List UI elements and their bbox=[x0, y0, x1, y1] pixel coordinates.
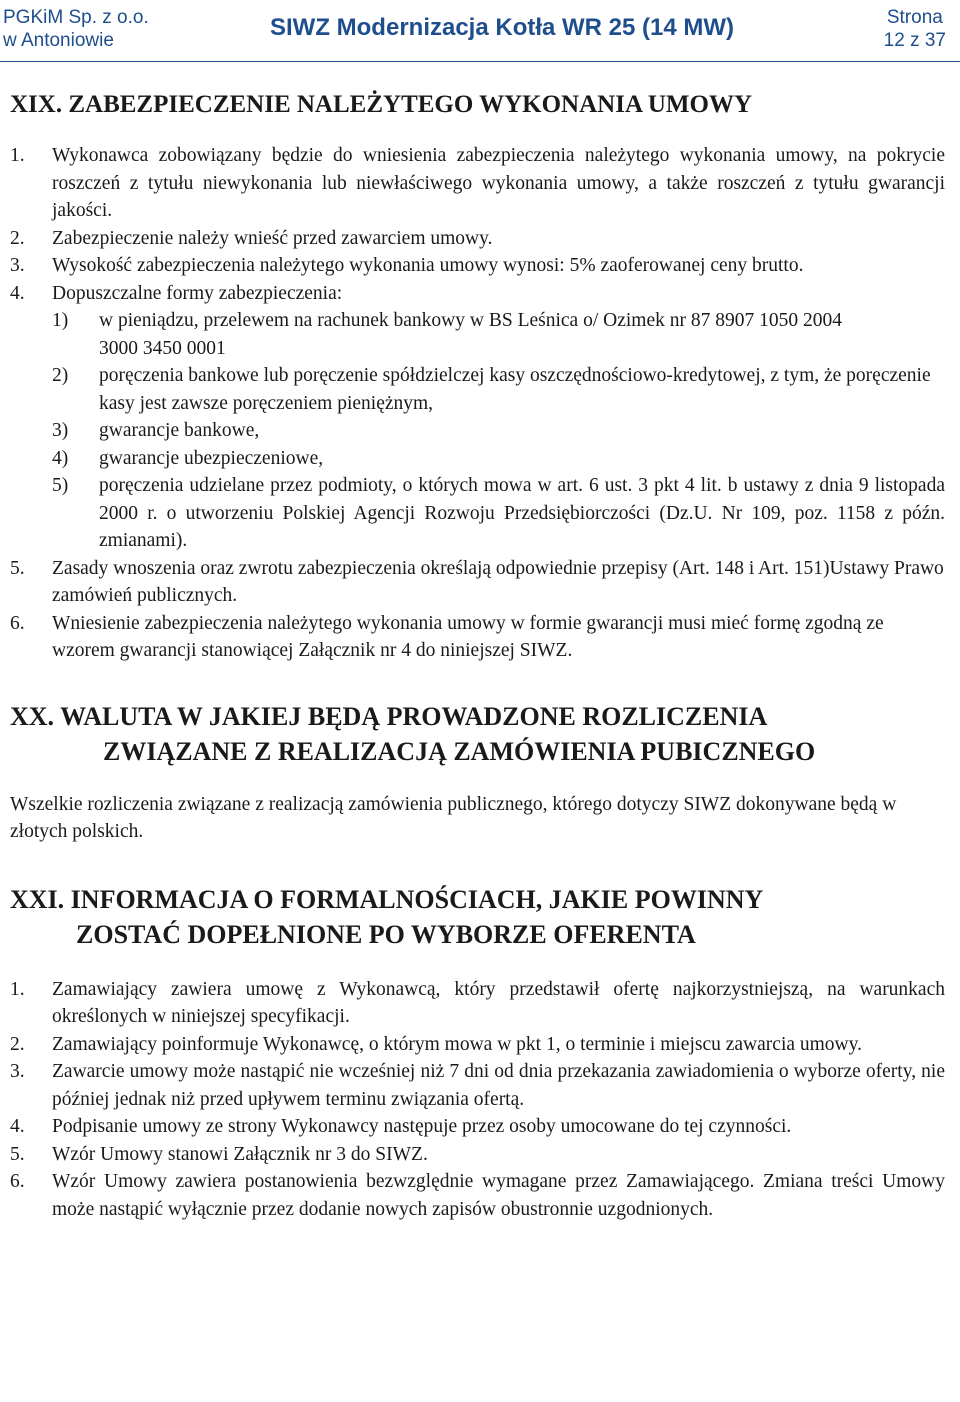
section-21-heading bbox=[10, 882, 945, 952]
page-header bbox=[0, 0, 960, 62]
sub-item-text: gwarancje bankowe, bbox=[99, 420, 260, 441]
list-item bbox=[10, 225, 945, 253]
document-body bbox=[10, 90, 945, 1223]
sub-item-text: poręczenia udzielane przez podmioty, o których mowa w art. 6 ust. 3 pkt 4 lit. b ustawy z dnia 9 listopada 2000 r. o utworzeniu Polskiej Agencji Rozwoju Przedsiębiorczości (Dz.U. Nr 109, poz. 1158 z późn. zmianami). bbox=[99, 475, 945, 551]
header-title: SIWZ Modernizacja Kotła WR 25 (14 MW) bbox=[270, 14, 735, 41]
section-19-heading: XIX. ZABEZPIECZENIE NALEŻYTEGO WYKONANIA UMOWY bbox=[10, 91, 753, 118]
sub-item-number: 3) bbox=[52, 420, 69, 441]
list-item-number: 5. bbox=[10, 557, 25, 579]
sub-list-item bbox=[52, 307, 945, 362]
sub-list-item bbox=[52, 417, 945, 445]
header-organization bbox=[3, 6, 149, 52]
list-item bbox=[10, 252, 945, 280]
list-item-number: 3. bbox=[10, 1061, 25, 1082]
list-item-number: 4. bbox=[10, 282, 25, 304]
list-item-text: Podpisanie umowy ze strony Wykonawcy następuje przez osoby umocowane do tej czynności. bbox=[52, 1116, 792, 1137]
list-item bbox=[10, 280, 945, 555]
list-item-number: 1. bbox=[10, 145, 25, 166]
list-item-text: Wniesienie zabezpieczenia należytego wykonania umowy w formie gwarancji musi mieć formę zgodną ze wzorem gwarancji stanowiącej Załącznik nr 4 do niniejszej SIWZ. bbox=[52, 612, 884, 661]
sub-list-item bbox=[52, 445, 945, 473]
section-19 bbox=[10, 90, 945, 665]
header-org-line1: PGKiM Sp. z o.o. bbox=[3, 7, 149, 28]
list-item bbox=[10, 1113, 945, 1141]
section-21-heading-line2: ZOSTAĆ DOPEŁNIONE PO WYBORZE OFERENTA bbox=[76, 919, 696, 949]
header-page-info bbox=[884, 6, 946, 52]
section-21 bbox=[10, 882, 945, 1224]
list-item-text: Wzór Umowy stanowi Załącznik nr 3 do SIWZ. bbox=[52, 1143, 428, 1165]
list-item bbox=[10, 976, 945, 1031]
list-item-number: 1. bbox=[10, 978, 25, 1000]
list-item-number: 6. bbox=[10, 612, 25, 634]
list-item-body bbox=[52, 280, 945, 555]
list-item-number: 2. bbox=[10, 227, 25, 249]
list-item-number: 3. bbox=[10, 255, 25, 276]
list-item bbox=[10, 142, 945, 225]
section-20 bbox=[10, 699, 945, 846]
header-page-number: 12 z 37 bbox=[883, 30, 946, 51]
section-20-heading bbox=[10, 699, 945, 769]
list-item bbox=[10, 555, 945, 610]
list-item-text: Zabezpieczenie należy wnieść przed zawarciem umowy. bbox=[52, 227, 493, 249]
list-item-text: Zamawiający poinformuje Wykonawcę, o którym mowa w pkt 1, o terminie i miejscu zawarcia umowy. bbox=[52, 1033, 863, 1055]
section-21-heading-line1: XXI. INFORMACJA O FORMALNOŚCIACH, JAKIE POWINNY bbox=[10, 884, 764, 914]
list-item-number: 4. bbox=[10, 1116, 25, 1137]
list-item bbox=[10, 1058, 945, 1113]
sub-list-item bbox=[52, 472, 945, 555]
list-item-text: Dopuszczalne formy zabezpieczenia: bbox=[52, 282, 343, 304]
list-item-number: 2. bbox=[10, 1033, 25, 1055]
sub-item-text: poręczenia bankowe lub poręczenie spółdzielczej kasy oszczędnościowo-kredytowej, z tym, że poręczenie kasy jest zawsze poręczeniem pieniężnym, bbox=[99, 365, 931, 414]
list-item-number: 6. bbox=[10, 1171, 25, 1192]
list-item bbox=[10, 610, 945, 665]
sub-list-item bbox=[52, 362, 945, 417]
list-item-text: Wysokość zabezpieczenia należytego wykonania umowy wynosi: 5% zaoferowanej ceny brutto. bbox=[52, 255, 804, 276]
list-item-text: Wykonawca zobowiązany będzie do wniesienia zabezpieczenia należytego wykonania umowy, na pokrycie roszczeń z tytułu niewykonania lub niewłaściwego wykonania umowy, a także roszczeń z tytułu gwarancji jakości. bbox=[52, 145, 945, 221]
sub-item-number: 1) bbox=[52, 310, 69, 331]
list-item bbox=[10, 1031, 945, 1059]
list-item-number: 5. bbox=[10, 1143, 25, 1165]
list-item-text: Zamawiający zawiera umowę z Wykonawcą, który przedstawił ofertę najkorzystniejszą, na warunkach określonych w niniejszej specyfikacji. bbox=[52, 978, 945, 1027]
section-21-list bbox=[10, 976, 945, 1224]
header-page-label: Strona bbox=[886, 7, 943, 28]
list-item-text: Zawarcie umowy może nastąpić nie wcześniej niż 7 dni od dnia przekazania zawiadomienia o wyborze oferty, nie później jednak niż przed upływem terminu związania ofertą. bbox=[52, 1061, 945, 1110]
section-20-heading-line1: XX. WALUTA W JAKIEJ BĘDĄ PROWADZONE ROZLICZENIA bbox=[10, 701, 768, 731]
sub-item-text: w pieniądzu, przelewem na rachunek bankowy w BS Leśnica o/ Ozimek nr 87 8907 1050 2004 3000 3450 0001 bbox=[99, 310, 842, 359]
list-item-text: Zasady wnoszenia oraz zwrotu zabezpieczenia określają odpowiednie przepisy (Art. 148 i Art. 151)Ustawy Prawo zamówień publicznych. bbox=[52, 557, 944, 606]
sub-item-text: gwarancje ubezpieczeniowe, bbox=[99, 447, 324, 469]
sub-item-number: 4) bbox=[52, 447, 69, 469]
sub-item-number: 2) bbox=[52, 365, 69, 386]
section-20-body: Wszelkie rozliczenia związane z realizacją zamówienia publicznego, którego dotyczy SIWZ dokonywane będą w złotych polskich. bbox=[10, 793, 897, 842]
list-item bbox=[10, 1168, 945, 1223]
list-item bbox=[10, 1141, 945, 1169]
header-org-line2: w Antoniowie bbox=[3, 30, 114, 51]
sub-item-number: 5) bbox=[52, 475, 69, 496]
section-20-heading-line2: ZWIĄZANE Z REALIZACJĄ ZAMÓWIENIA PUBICZNEGO bbox=[103, 736, 816, 766]
list-item-text: Wzór Umowy zawiera postanowienia bezwzględnie wymagane przez Zamawiającego. Zmiana treści Umowy może nastąpić wyłącznie przez dodanie nowych zapisów obustronnie uzgodnionych. bbox=[52, 1171, 945, 1220]
